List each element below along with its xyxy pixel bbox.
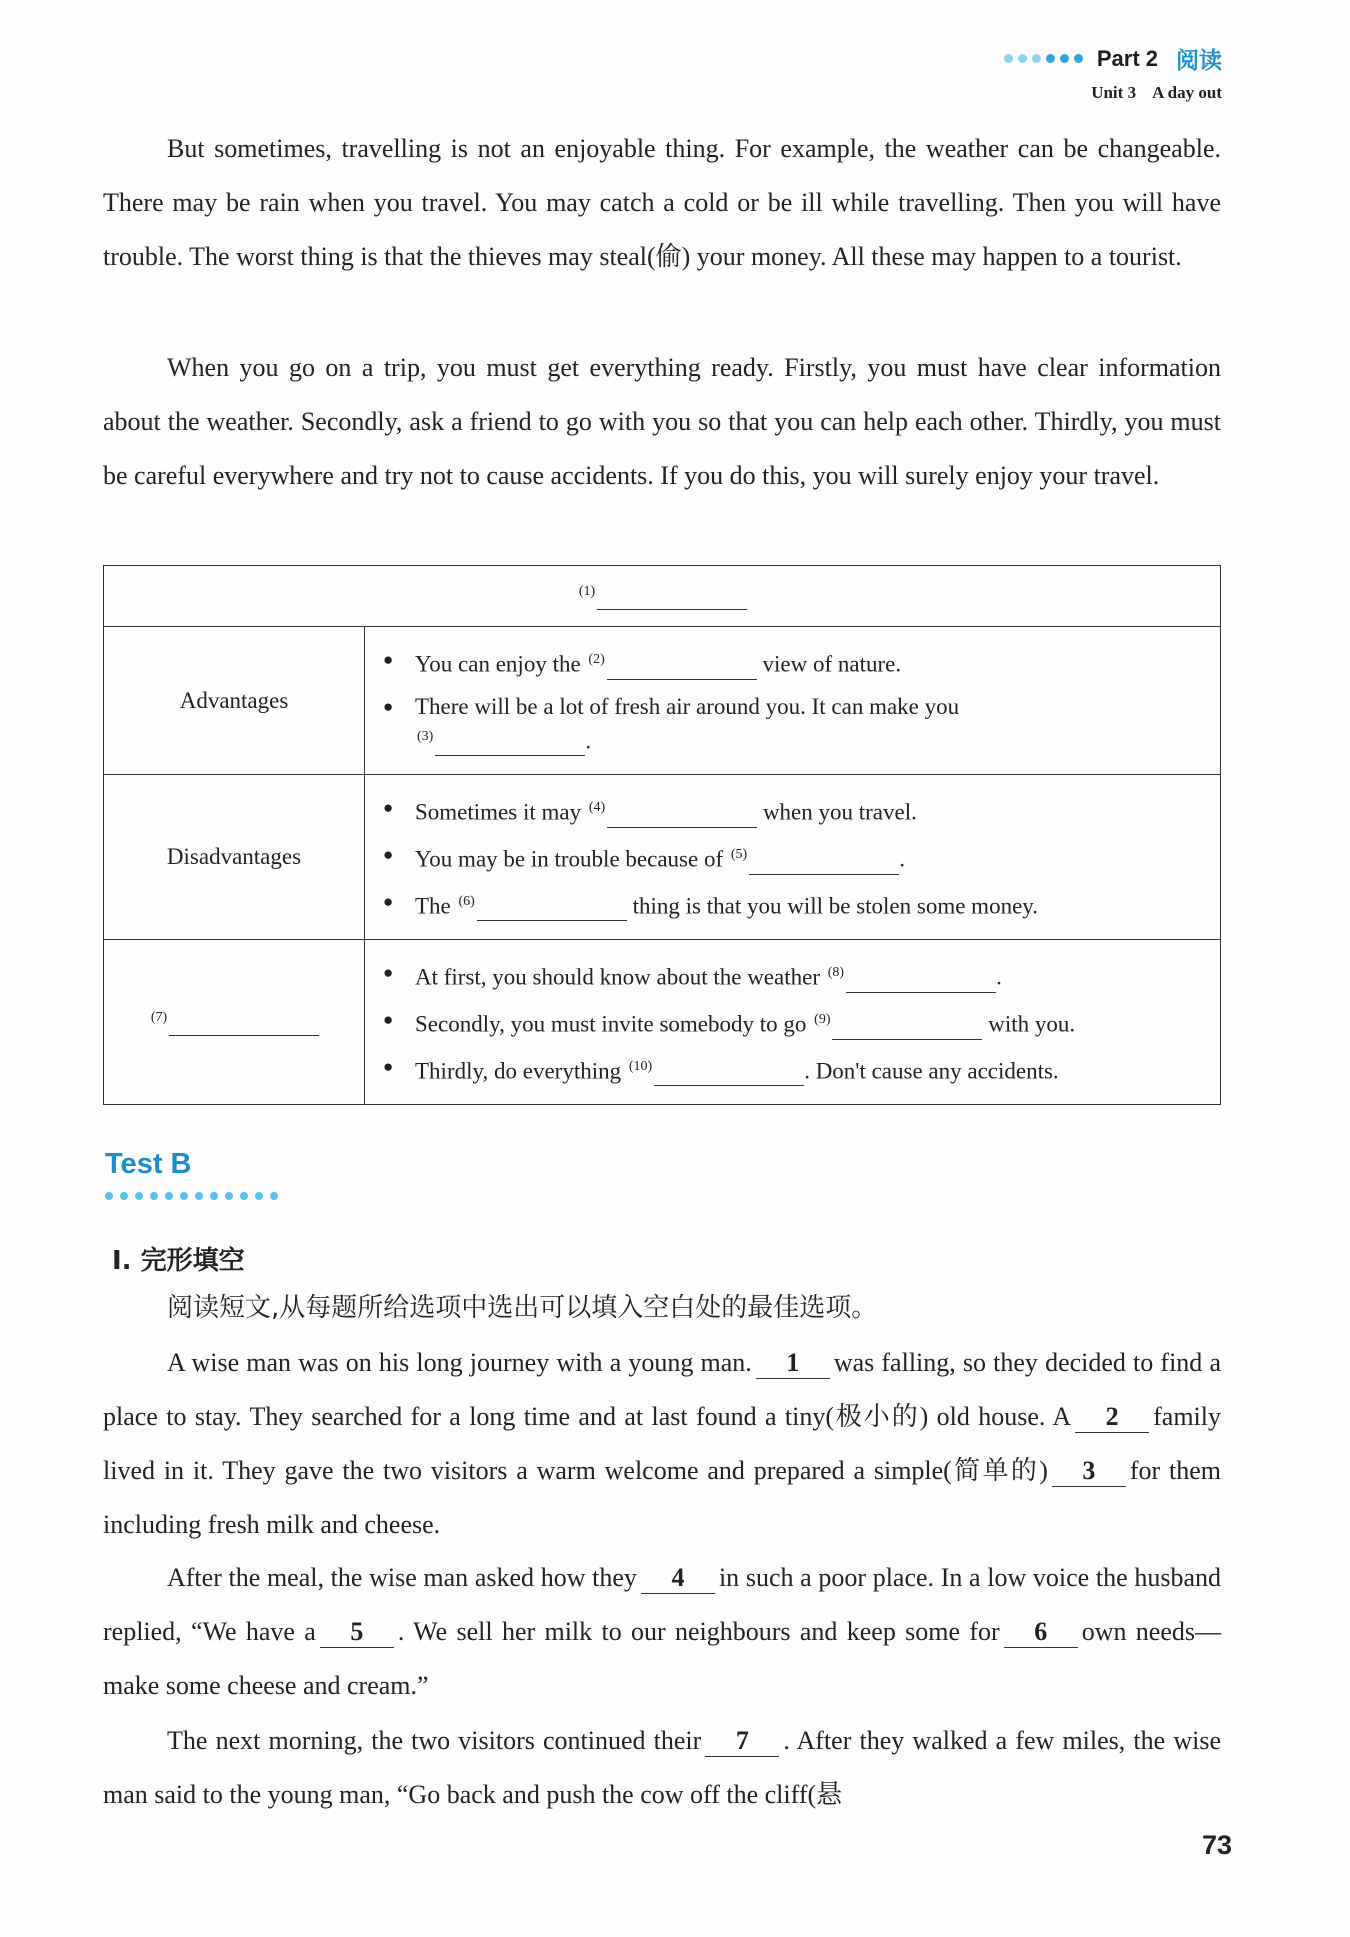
item-text: Secondly, you must invite somebody to go xyxy=(415,1011,807,1037)
list-item xyxy=(383,692,1208,757)
unit-title: A day out xyxy=(1152,83,1222,102)
cloze-text: for them including fresh milk and cheese. xyxy=(103,1456,1222,1539)
list-item xyxy=(383,1052,1208,1087)
page-header xyxy=(1004,42,1222,103)
list-item xyxy=(383,840,1208,875)
cloze-text: After the meal, the wise man asked how they xyxy=(167,1563,637,1592)
row-items xyxy=(365,775,1221,940)
page-number: 73 xyxy=(1201,1830,1232,1860)
item-text: when you travel. xyxy=(762,799,917,825)
row-label: Advantages xyxy=(104,627,365,775)
item-text: At first, you should know about the weather xyxy=(415,964,820,990)
row-items xyxy=(365,940,1221,1105)
item-text: . xyxy=(899,846,905,872)
item-text: thing is that you will be stolen some money. xyxy=(632,893,1039,919)
list-item xyxy=(383,958,1208,993)
cloze-blank[interactable]: 5 xyxy=(320,1617,394,1648)
item-text: . xyxy=(996,964,1002,990)
item-text: . Don't cause any accidents. xyxy=(804,1058,1059,1084)
cloze-text: The next morning, the two visitors continued their xyxy=(167,1726,702,1755)
item-text: with you. xyxy=(988,1011,1076,1037)
cloze-text: . After they walked a few miles, the wise man said to the young man, “Go back and push the cow off the cliff(悬 xyxy=(103,1726,1222,1809)
row-label xyxy=(104,940,365,1105)
answer-blank[interactable] xyxy=(607,801,757,828)
blank-number: (7) xyxy=(150,1010,168,1026)
table-title-cell xyxy=(104,566,1221,627)
decorative-dots xyxy=(105,1192,278,1200)
list-item xyxy=(383,887,1208,922)
blank-number: (1) xyxy=(578,583,596,599)
cloze-blank[interactable]: 7 xyxy=(705,1726,779,1757)
test-b-title: Test B xyxy=(105,1148,192,1180)
cloze-blank[interactable]: 6 xyxy=(1004,1617,1078,1648)
table-title-row xyxy=(104,566,1221,627)
answer-blank[interactable] xyxy=(477,894,627,921)
answer-blank[interactable] xyxy=(749,848,899,875)
cloze-text: in such a poor place. In a low voice the husband replied, “We have a xyxy=(103,1563,1221,1646)
blank-number: (9) xyxy=(814,1011,831,1027)
cloze-text: family lived in it. They gave the two visitors a warm welcome and prepared a simple(简单的) xyxy=(103,1402,1221,1485)
blank-number: (8) xyxy=(827,965,845,981)
cloze-paragraph-1 xyxy=(103,1336,1221,1552)
section-title: Ⅰ. 完形填空 xyxy=(112,1246,245,1276)
item-text: Thirdly, do everything xyxy=(415,1058,622,1084)
cloze-blank[interactable]: 2 xyxy=(1075,1402,1149,1433)
row-items xyxy=(365,627,1221,775)
answer-blank[interactable] xyxy=(846,966,996,993)
list-item xyxy=(383,793,1208,828)
cloze-text: was falling, so they decided to find a place to stay. They searched for a long time and at last found a tiny(极小的) old house. A xyxy=(103,1348,1221,1431)
table-row xyxy=(104,627,1221,775)
cloze-blank[interactable]: 4 xyxy=(641,1563,715,1594)
summary-table xyxy=(103,565,1221,1105)
item-text: . xyxy=(585,728,592,754)
row-label: Disadvantages xyxy=(104,775,365,940)
blank-number: (6) xyxy=(458,893,475,909)
cloze-paragraph-3 xyxy=(103,1714,1221,1822)
list-item xyxy=(383,1005,1208,1040)
list-item xyxy=(383,645,1208,680)
item-text: view of nature. xyxy=(762,651,902,677)
cloze-text: own needs—make some cheese and cream.” xyxy=(103,1617,1221,1700)
cloze-paragraph-2 xyxy=(103,1551,1221,1713)
cloze-blank[interactable]: 3 xyxy=(1052,1456,1126,1487)
answer-blank[interactable] xyxy=(654,1059,804,1086)
item-text: You can enjoy the xyxy=(415,651,581,677)
header-unit xyxy=(1004,83,1222,103)
cloze-blank[interactable]: 1 xyxy=(756,1348,830,1379)
blank-number: (4) xyxy=(588,800,606,816)
blank-number: (2) xyxy=(588,652,605,667)
part-label: Part 2 xyxy=(1096,45,1158,71)
unit-label: Unit 3 xyxy=(1091,83,1137,102)
item-text: There will be a lot of fresh air around you. It can make you xyxy=(415,693,960,719)
item-text: Sometimes it may xyxy=(415,799,582,825)
table-row xyxy=(104,940,1221,1105)
passage-paragraph-1: But sometimes, travelling is not an enjoyable thing. For example, the weather can be changeable. There may be rain when you travel. You may catch a cold or be ill while travelling. Then you will have trouble. The worst thing is that the thieves may steal(偷) your money. All these may happen to a tourist. xyxy=(103,134,1221,271)
cloze-text: A wise man was on his long journey with a young man. xyxy=(167,1348,752,1377)
answer-blank[interactable] xyxy=(435,729,585,756)
item-text: You may be in trouble because of xyxy=(415,846,724,872)
header-part xyxy=(1004,42,1222,75)
answer-blank[interactable] xyxy=(169,1009,319,1036)
answer-blank[interactable] xyxy=(597,583,747,610)
cloze-text: . We sell her milk to our neighbours and keep some for xyxy=(397,1617,1000,1646)
part-cn-label: 阅读 xyxy=(1176,48,1222,74)
blank-number: (10) xyxy=(628,1058,653,1074)
passage-paragraph-2: When you go on a trip, you must get everything ready. Firstly, you must have clear information about the weather. Secondly, ask a friend to go with you so that you can help each other. Thirdly, you must be careful everywhere and try not to cause accidents. If you do this, you will surely enjoy your travel. xyxy=(103,353,1221,490)
blank-number: (3) xyxy=(417,728,434,744)
answer-blank[interactable] xyxy=(607,653,757,680)
table-row xyxy=(104,775,1221,940)
section-instruction: 阅读短文,从每题所给选项中选出可以填入空白处的最佳选项。 xyxy=(167,1293,878,1323)
item-text: The xyxy=(415,893,451,919)
blank-number: (5) xyxy=(730,846,748,862)
answer-blank[interactable] xyxy=(832,1013,982,1040)
decorative-dots xyxy=(1004,54,1083,63)
